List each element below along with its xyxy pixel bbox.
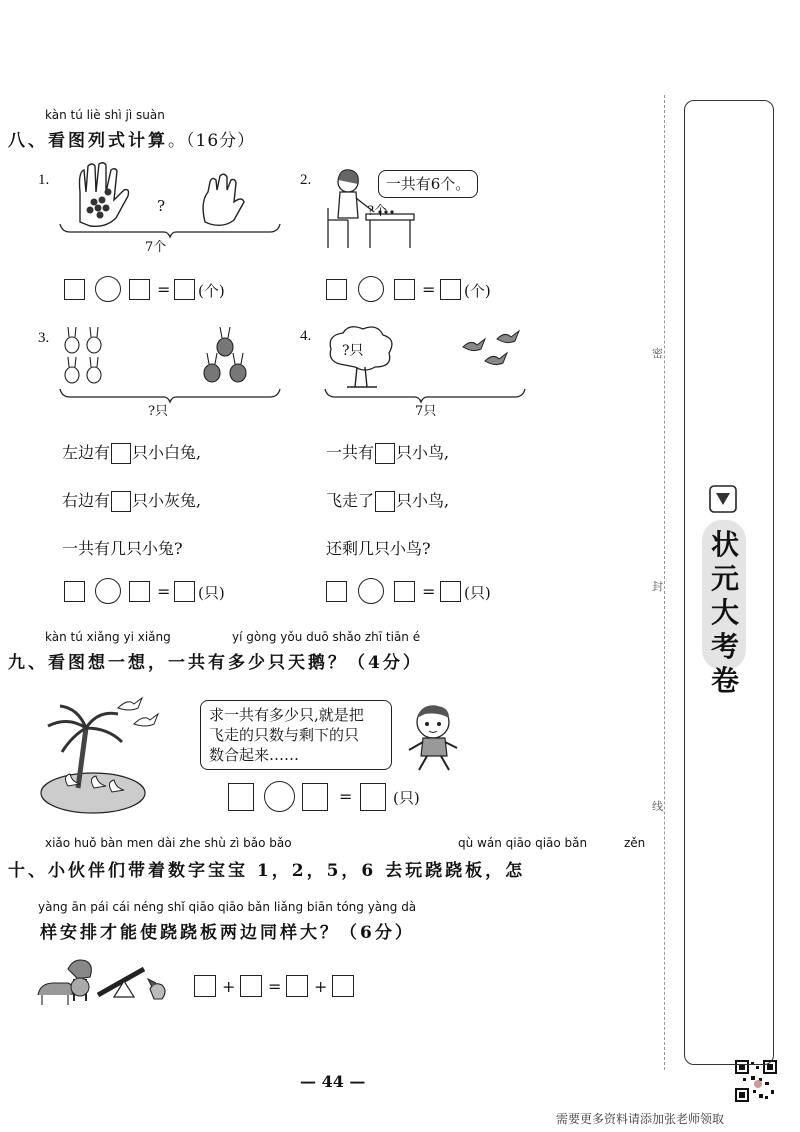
q8-p4-inline-box-2[interactable] <box>375 491 395 512</box>
q8-p3-line-1 <box>62 440 201 464</box>
q9-hint-line-1: 求一共有多少只,就是把 <box>209 706 364 724</box>
q10-pinyin-2: yàng ān pái cái néng shǐ qiāo qiāo bǎn liǎng biān tóng yàng dà <box>38 900 417 914</box>
q8-p4-answer-box-2[interactable] <box>394 581 415 602</box>
q8-p3-number: 3. <box>38 330 50 346</box>
q10-pinyin-1c: zěn <box>624 836 646 850</box>
q8-p4-number: 4. <box>300 328 312 344</box>
q10-plus-1: + <box>222 977 236 996</box>
q8-pinyin: kàn tú liè shì jì suàn <box>45 108 165 122</box>
q8-title-suffix: 。（16分） <box>168 131 256 151</box>
q8-p3-line-1b: 只小白兔, <box>132 443 202 462</box>
q8-p3-brace-label: ?只 <box>148 404 168 419</box>
q9-title: 九、看图想一想，一共有多少只天鹅？（4分） <box>8 653 423 673</box>
q9-unit: (只) <box>393 789 420 807</box>
qr-code-icon <box>735 1060 777 1102</box>
q8-p1-unit: (个) <box>198 282 225 300</box>
q9-answer-box-3[interactable] <box>360 783 386 811</box>
q9-hint-line-2: 飞走的只数与剩下的只 <box>209 726 360 744</box>
q10-pinyin-1: xiǎo huǒ bàn men dài zhe shù zì bǎo bǎo <box>45 836 292 850</box>
q10-answer-box-1[interactable] <box>194 975 216 997</box>
q8-p4-line-2 <box>326 488 449 512</box>
q8-p1-operator-circle[interactable] <box>95 276 121 302</box>
q8-p2-answer-box-3[interactable] <box>440 279 461 300</box>
q8-p4-line-3: 还剩几只小鸟? <box>326 539 431 558</box>
q8-p1-brace-label: 7个 <box>145 240 167 255</box>
q8-p4-operator-circle[interactable] <box>358 578 384 604</box>
hand-question-mark: ? <box>157 197 166 215</box>
brand-logo-icon <box>709 485 737 513</box>
q8-p2-label: ?个 <box>367 204 387 219</box>
q8-p2-answer-box-2[interactable] <box>394 279 415 300</box>
page-number: — 44 — <box>300 1072 366 1091</box>
q8-p4-line-2b: 只小鸟, <box>396 491 450 510</box>
q8-p2-speech-bubble: 一共有6个。 <box>378 170 478 198</box>
rabbits-illustration <box>60 325 280 400</box>
q8-p2-number: 2. <box>300 172 312 188</box>
q8-p3-equals: = <box>157 582 171 601</box>
q8-p4-brace-label: 7只 <box>415 404 437 419</box>
q10-answer-box-3[interactable] <box>286 975 308 997</box>
q10-answer-box-2[interactable] <box>240 975 262 997</box>
tree-birds-illustration <box>325 325 525 400</box>
q9-operator-circle[interactable] <box>264 781 295 812</box>
q10-title-line-2: 样安排才能使跷跷板两边同样大？（6分） <box>40 923 415 943</box>
q9-hint-bubble <box>200 700 392 770</box>
animals-seesaw-illustration <box>34 955 179 1010</box>
q8-p2-unit: (个) <box>464 282 491 300</box>
q9-answer-box-2[interactable] <box>302 783 328 811</box>
q8-p4-inline-box-1[interactable] <box>375 443 395 464</box>
q8-p3-line-1a: 左边有 <box>62 443 111 462</box>
q9-pinyin-1: kàn tú xiǎng yi xiǎng <box>45 630 171 644</box>
q8-p3-line-2 <box>62 488 201 512</box>
q8-p3-inline-box-2[interactable] <box>111 491 131 512</box>
q8-p4-tree-label: ?只 <box>342 343 364 359</box>
q10-plus-2: + <box>314 977 328 996</box>
q8-p3-answer-box-3[interactable] <box>174 581 195 602</box>
q8-p1-answer-box-3[interactable] <box>174 279 195 300</box>
q8-p4-line-1 <box>326 440 449 464</box>
q8-p3-unit: (只) <box>198 584 225 602</box>
q8-p4-equals: = <box>422 582 436 601</box>
q8-p2-answer-box-1[interactable] <box>326 279 347 300</box>
q10-answer-box-4[interactable] <box>332 975 354 997</box>
q8-p4-line-1a: 一共有 <box>326 443 375 462</box>
q9-answer-box-1[interactable] <box>228 783 254 811</box>
cut-line <box>664 95 666 1070</box>
q9-equals: = <box>339 787 353 806</box>
fold-mark: 封 <box>652 580 663 593</box>
boy-illustration <box>395 700 470 775</box>
q8-p1-answer-box-2[interactable] <box>129 279 150 300</box>
q8-p2-equals: = <box>422 280 436 299</box>
q9-hint-line-3: 数合起来…… <box>209 746 300 764</box>
q10-pinyin-1b: qù wán qiāo qiāo bǎn <box>458 836 588 850</box>
q8-p4-line-1b: 只小鸟, <box>396 443 450 462</box>
q8-p3-inline-box-1[interactable] <box>111 443 131 464</box>
q10-title-line-1: 十、小伙伴们带着数字宝宝 1，2，5，6 去玩跷跷板，怎 <box>8 861 526 881</box>
q8-p2-operator-circle[interactable] <box>358 276 384 302</box>
q10-equals: = <box>268 977 282 996</box>
hands-illustration <box>60 162 280 232</box>
footer-note: 需要更多资料请添加张老师领取 <box>556 1112 725 1126</box>
q8-p4-answer-box-1[interactable] <box>326 581 347 602</box>
q8-title-text: 八、看图列式计算 <box>8 131 168 151</box>
q8-p1-equals: = <box>157 280 171 299</box>
q8-p1-number: 1. <box>38 172 50 188</box>
q8-title <box>8 126 255 151</box>
swans-island-illustration <box>38 688 168 818</box>
q8-p1-answer-box-1[interactable] <box>64 279 85 300</box>
line-mark: 线 <box>652 800 663 813</box>
q8-p3-line-3: 一共有几只小兔? <box>62 539 183 558</box>
q8-p3-operator-circle[interactable] <box>95 578 121 604</box>
seal-mark: 密 <box>652 347 663 360</box>
q8-p3-line-2a: 右边有 <box>62 491 111 510</box>
q8-p3-answer-box-2[interactable] <box>129 581 150 602</box>
q8-p4-line-2a: 飞走了 <box>326 491 375 510</box>
q8-p3-answer-box-1[interactable] <box>64 581 85 602</box>
q8-p4-answer-box-3[interactable] <box>440 581 461 602</box>
q9-pinyin-2: yí gòng yǒu duō shǎo zhī tiān é <box>232 630 421 644</box>
brand-title: 状元大考卷 <box>710 528 739 697</box>
q8-p3-line-2b: 只小灰兔, <box>132 491 202 510</box>
q8-p4-unit: (只) <box>464 584 491 602</box>
